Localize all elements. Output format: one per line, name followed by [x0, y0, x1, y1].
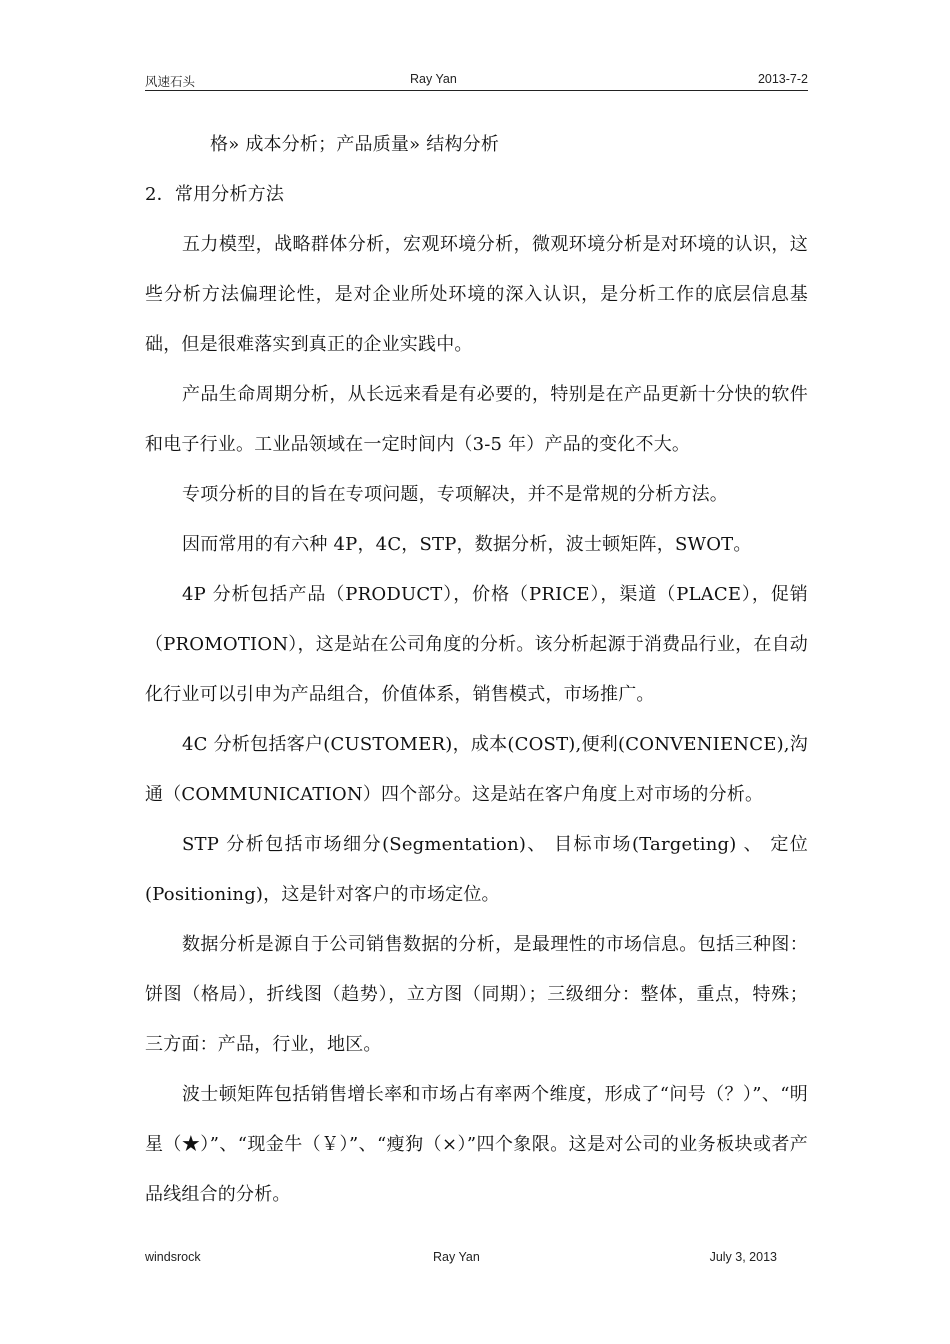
paragraph-stp-analysis: STP 分析包括市场细分(Segmentation)、 目标市场(Targeting) 、 定位(Positioning)，这是针对客户的市场定位。	[145, 834, 808, 905]
page-footer	[145, 1250, 777, 1270]
paragraph-4c-analysis: 4C 分析包括客户(CUSTOMER)，成本(COST),便利(CONVENIENCE),沟通（COMMUNICATION）四个部分。这是站在客户角度上对市场的分析。	[145, 734, 808, 805]
document-body	[145, 120, 808, 1220]
page-header	[145, 72, 808, 92]
paragraph-environment-analysis: 五力模型，战略群体分析，宏观环境分析，微观环境分析是对环境的认识，这些分析方法偏理论性，是对企业所处环境的深入认识，是分析工作的底层信息基础，但是很难落实到真正的企业实践中。	[145, 234, 808, 355]
paragraph-special-analysis: 专项分析的目的旨在专项问题，专项解决，并不是常规的分析方法。	[182, 484, 728, 505]
header-center-text: Ray Yan	[410, 72, 457, 86]
paragraph-common-methods: 因而常用的有六种 4P，4C，STP，数据分析，波士顿矩阵，SWOT。	[182, 534, 752, 555]
header-left-text: 风速石头	[145, 75, 196, 89]
footer-left-text: windsrock	[145, 1250, 201, 1264]
paragraph-product-lifecycle: 产品生命周期分析，从长远来看是有必要的，特别是在产品更新十分快的软件和电子行业。工业品领域在一定时间内（3-5 年）产品的变化不大。	[145, 384, 808, 455]
header-right-date: 2013-7-2	[757, 72, 808, 86]
footer-right-date: July 3, 2013	[709, 1250, 777, 1264]
paragraph-4p-analysis: 4P 分析包括产品（PRODUCT），价格（PRICE），渠道（PLACE），促销（PROMOTION），这是站在公司角度的分析。该分析起源于消费品行业，在自动化行业可以引申为产品组合，价值体系，销售模式，市场推广。	[145, 584, 808, 705]
header-divider	[145, 90, 808, 91]
paragraph-data-analysis: 数据分析是源自于公司销售数据的分析，是最理性的市场信息。包括三种图：饼图（格局），折线图（趋势），立方图（同期）；三级细分：整体，重点，特殊；三方面：产品，行业，地区。	[145, 934, 808, 1055]
paragraph-boston-matrix: 波士顿矩阵包括销售增长率和市场占有率两个维度，形成了“问号（？）”、“明星（★）”、“现金牛（￥）”、“瘦狗（×）”四个象限。这是对公司的业务板块或者产品线组合的分析。	[145, 1084, 808, 1205]
footer-center-text: Ray Yan	[433, 1250, 480, 1264]
section-heading: 2．常用分析方法	[145, 184, 285, 205]
continued-paragraph: 格» 成本分析；产品质量» 结构分析	[210, 134, 500, 155]
